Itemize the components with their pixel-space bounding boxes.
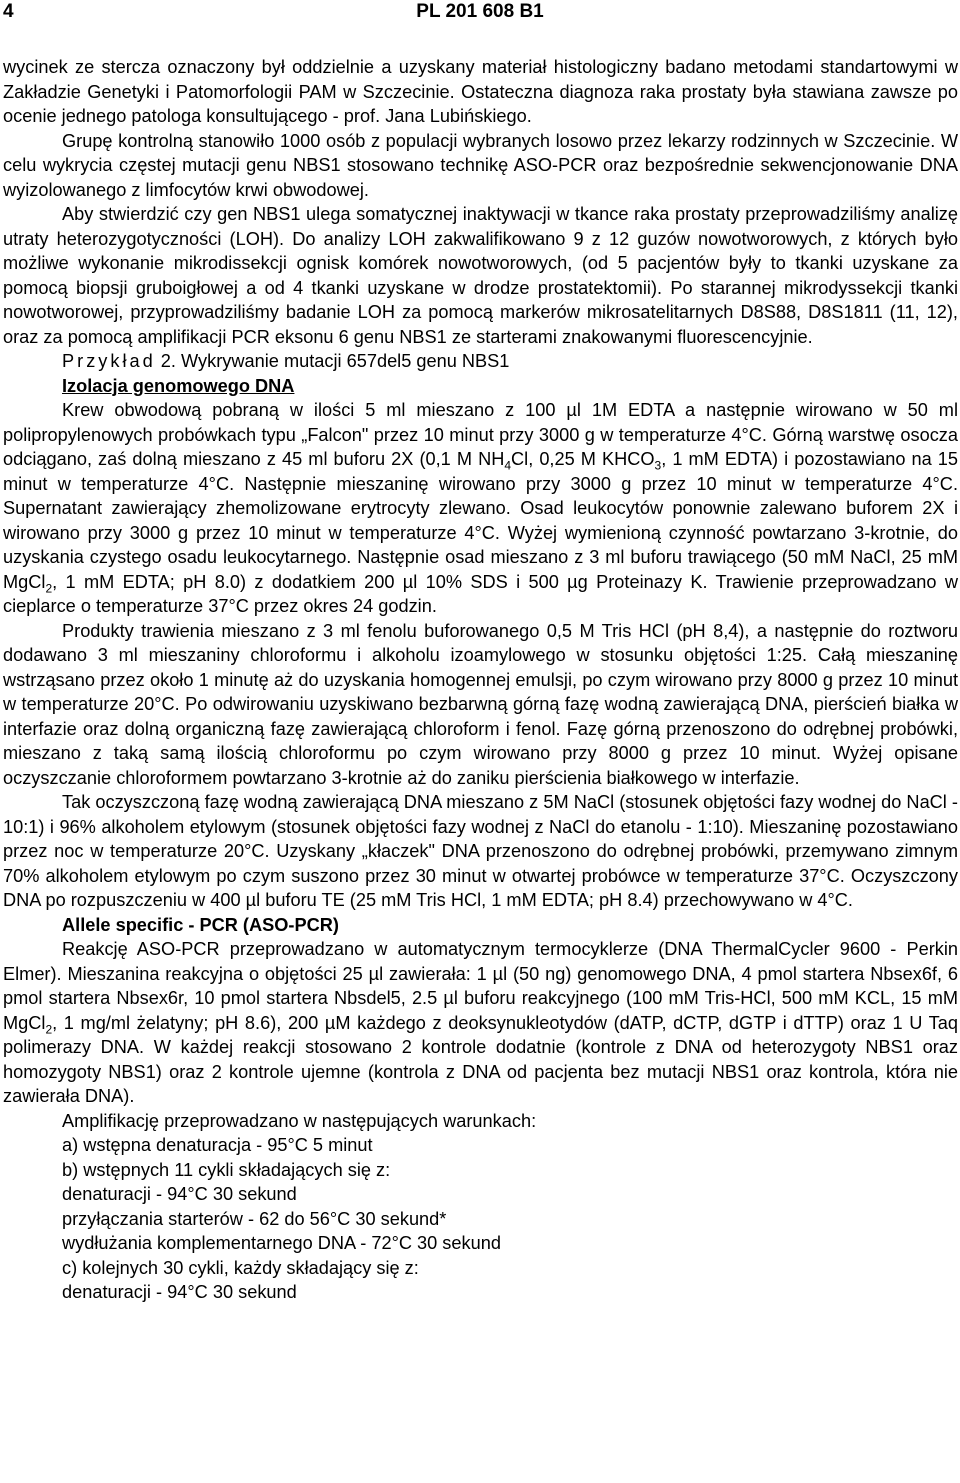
subscript: 4 (504, 458, 512, 473)
list-item: b) wstępnych 11 cykli składających się z: (62, 1159, 391, 1180)
list-item: denaturacji - 94°C 30 sekund (62, 1282, 297, 1302)
page-header (0, 0, 960, 34)
document-body (3, 55, 958, 1305)
heading-aso-pcr: Allele specific - PCR (ASO-PCR) (62, 914, 339, 935)
paragraph-amplification-conditions: Amplifikację przeprowadzano w następujących warunkach: (62, 1110, 537, 1131)
text-segment: , 1 mM EDTA; pH 8.0) z dodatkiem 200 µl 10% SDS i 500 µg Proteinazy K. Trawienie przeprowadzano w cieplarce o temperaturze 37°C przez okres 24 godzin. (3, 571, 958, 616)
subscript: 2 (45, 1022, 53, 1037)
text-segment: Reakcję ASO-PCR przeprowadzano w automatycznym termocyklerze (DNA ThermalCycler 9600 - Perkin Elmer). Mieszanina reakcyjna o objętości 25 µl zawierała: 1 µl (50 ng) genomowego DNA, 4 pmol startera Nbsex6f, 6 pmol startera Nbsex6r, 10 pmol startera Nbsdel5, 2.5 µl buforu reakcyjnego (100 mM Tris-HCl, 500 mM KCL, 15 mM MgCl (3, 939, 958, 1033)
paragraph-dna-precipitation: Tak oczyszczoną fazę wodną zawierającą DNA mieszano z 5M NaCl (stosunek objętości fazy wodnej do NaCl - 10:1) i 96% alkoholem etylowym (stosunek objętości fazy wodnej z NaCl do etanolu - 1:10). Mieszaninę pozostawiano przez noc w temperaturze 20°C. Uzyskany „kłaczek" DNA przenoszono do odrębnej probówki, przemywano zimnym 70% alkoholem etylowym po czym suszono przez 30 minut w otwartej probówce w temperaturze 37°C. Oczyszczony DNA po rozpuszczeniu w 400 µl buforu TE (25 mM Tris HCl, 1 mM EDTA; pH 8.4) przechowywano w 4°C. (3, 792, 958, 910)
section-heading-aso-pcr (3, 913, 958, 938)
example-title: 2. Wykrywanie mutacji 657del5 genu NBS1 (155, 351, 510, 371)
heading-dna-isolation: Izolacja genomowego DNA (62, 375, 295, 396)
paragraph-blood-processing (3, 398, 958, 619)
text-segment: , 1 mg/ml żelatyny; pH 8.6), 200 µM każdego z deoksynukleotydów (dATP, dCTP, dGTP i dTTP) oraz 1 U Taq polimerazy DNA. W każdej reakcji stosowano 2 kontrole dodatnie (kontrole z DNA od heterozygoty NBS1 oraz homozygoty NBS1) oraz 2 kontrole ujemne (kontrola z DNA od pacjenta bez mutacji NBS1 oraz kontrola, która nie zawierała DNA). (3, 1012, 958, 1106)
paragraph-phenol-extraction: Produkty trawienia mieszano z 3 ml fenolu buforowanego 0,5 M Tris HCl (pH 8,4), a następnie do roztworu dodawano 3 ml mieszaniny chloroformu i alkoholu izoamylowego w stosunku objętości 1:25. Całą mieszaninę wstrząsano przez około 1 minutę aż do uzyskania homogennej emulsji, po czym wirowano przy 8000 g przez 10 minut w temperaturze 20°C. Po odwirowaniu uzyskiwano bezbarwną górną fazę wodną zawierającą DNA, pierścień białka w interfazie oraz dolną organiczną fazę zawierającą chloroform i fenol. Fazę górną przenoszono do odrębnej probówki, mieszano z taką samą ilością chloroformu po czym wirowano przy 8000 g przez 10 minut. Wyżej opisane oczyszczanie chloroformem powtarzano 3-krotnie aż do zaniku pierścienia białkowego w interfazie. (3, 620, 958, 788)
example-label: Przykład (62, 351, 156, 371)
paragraph-loh-analysis: Aby stwierdzić czy gen NBS1 ulega somatycznej inaktywacji w tkance raka prostaty przeprowadziliśmy analizę utraty heterozygotyczności (LOH). Do analizy LOH zakwalifikowano 9 z 12 guzów nowotworowych, z których było możliwe wykonanie mikrodissekcji ognisk komórek nowotworowych, (od 5 pacjentów były to tkanki uzyskane za pomocą biopsji gruboigłowej a od 4 tkanki uzyskane w drodze prostatektomii). Po starannej mikrodyssekcji tkanki nowotworowej, przyprowadziliśmy badanie LOH za pomocą markerów mikrosatelitarnych D8S88, D8S1811 (11, 12), oraz za pomocą amplifikacji PCR eksonu 6 genu NBS1 ze starterami znakowanymi fluorescencyjnie. (3, 204, 958, 347)
document-id: PL 201 608 B1 (416, 1, 544, 22)
subscript: 2 (45, 581, 53, 596)
example-heading (3, 349, 958, 374)
list-item: a) wstępna denaturacja - 95°C 5 minut (62, 1135, 373, 1155)
paragraph-histology: wycinek ze stercza oznaczony był oddzielnie a uzyskany materiał histologiczny badano metodami standartowymi w Zakładzie Genetyki i Patomorfologii PAM w Szczecinie. Ostateczna diagnoza raka prostaty była stawiana zawsze po ocenie jednego patologa konsultującego - prof. Jana Lubińskiego. (3, 57, 958, 126)
list-item: przyłączania starterów - 62 do 56°C 30 sekund* (62, 1208, 447, 1229)
paragraph-control-group: Grupę kontrolną stanowiło 1000 osób z populacji wybranych losowo przez lekarzy rodzinnych w Szczecinie. W celu wykrycia częstej mutacji genu NBS1 stosowano technikę ASO-PCR oraz bezpośrednie sekwencjonowanie DNA wyizolowanego z limfocytów krwi obwodowej. (3, 130, 958, 200)
text-segment: , 1 mM EDTA) i pozostawiano na 15 minut w temperaturze 4°C. Następnie mieszaninę wirowano przy 3000 g przez 10 minut w temperaturze 4°C. Supernatant zawierający zhemolizowane erytrocyty zlewano. Osad leukocytów ponownie zalewano buforem 2X i wirowano przy 3000 g przez 10 minut w temperaturze 4°C. Wyżej wymienioną czynność powtarzano 3-krotnie, do uzyskania czystego osadu leukocytarnego. Następnie osad mieszano z 3 ml buforu trawiącego (50 mM NaCl, 25 mM MgCl (3, 449, 959, 592)
list-item: wydłużania komplementarnego DNA - 72°C 30 sekund (62, 1233, 501, 1253)
list-item: denaturacji - 94°C 30 sekund (62, 1184, 297, 1204)
section-heading-dna-isolation (3, 374, 958, 399)
page-number: 4 (3, 1, 14, 22)
list-item: c) kolejnych 30 cykli, każdy składający się z: (62, 1257, 419, 1278)
amplification-steps-list (3, 1133, 958, 1305)
text-segment: Krew obwodową pobraną w ilości 5 ml mieszano z 100 µl 1M EDTA a następnie wirowano w 50 ml polipropylenowych probówkach typu „Falcon" przez 10 minut przy 3000 g w temperaturze 4°C. Górną warstwę osocza odciągano, zaś dolną mieszano z 45 ml buforu 2X (0,1 M NH (3, 400, 958, 469)
paragraph-aso-pcr-reaction (3, 937, 958, 1109)
text-segment: Cl, 0,25 M KHCO (511, 449, 655, 469)
subscript: 3 (654, 458, 662, 473)
